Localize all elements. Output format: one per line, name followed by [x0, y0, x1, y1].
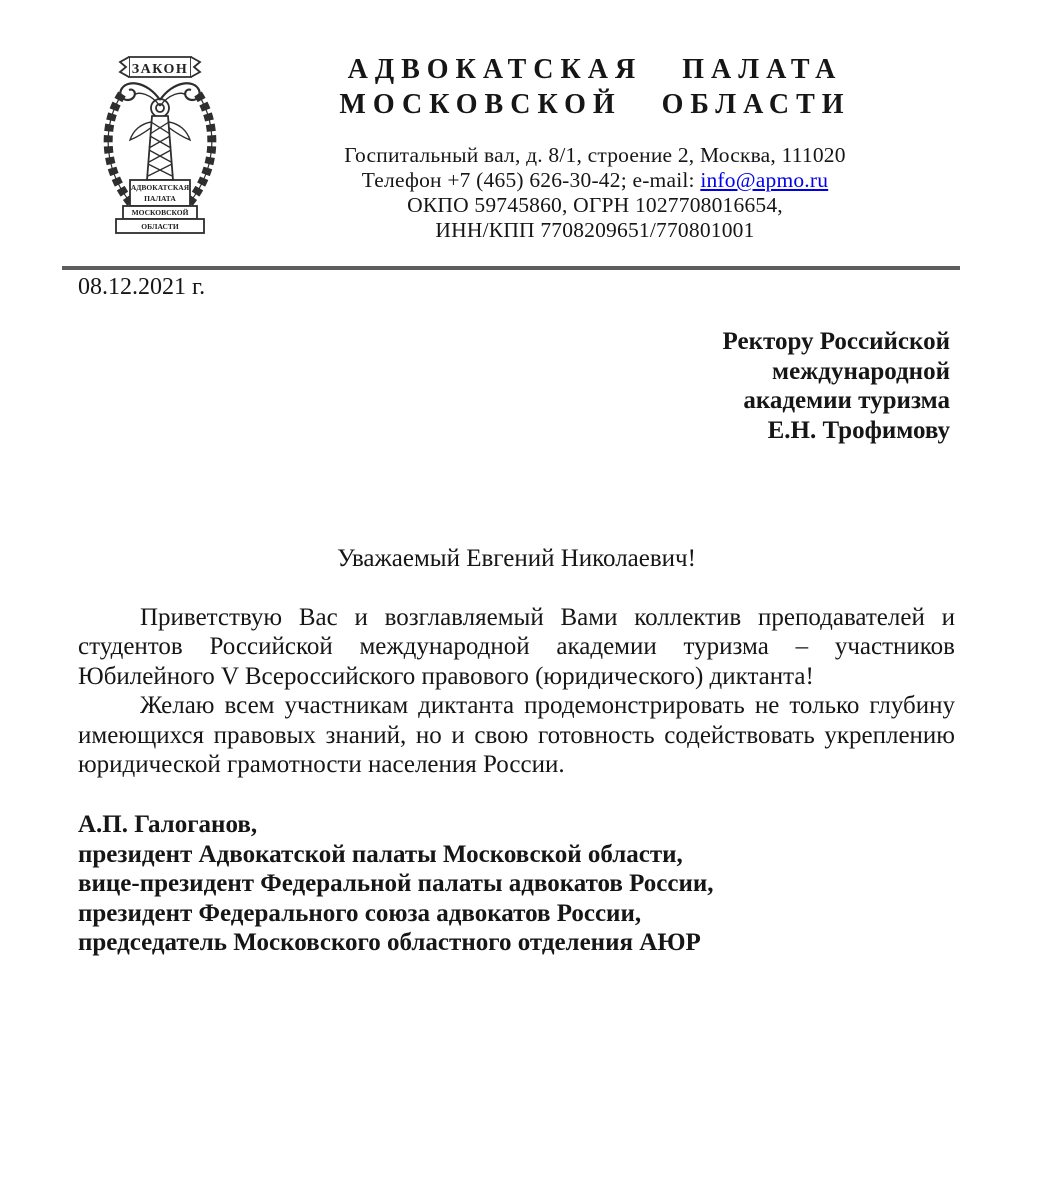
body-paragraph-1: Приветствую Вас и возглавляемый Вами коллектив преподавателей и студентов Российской международной академии туризма – участников Юбилейного V Всероссийского правового (юридического) диктанта! — [78, 604, 955, 690]
registry-line-1: ОКПО 59745860, ОГРН 1027708016654, — [407, 193, 783, 217]
org-name-line-2: МОСКОВСКОЙ ОБЛАСТИ — [339, 89, 851, 120]
logo-pedestal-line-3: МОСКОВСКОЙ — [131, 208, 189, 217]
signature-title-1: президент Адвокатской палаты Московской области, — [78, 840, 683, 868]
body-paragraph-2: Желаю всем участникам диктанта продемонстрировать не только глубину имеющихся правовых знаний, но и свою готовность содействовать укреплению юридической грамотности населения России. — [78, 692, 955, 779]
signature-title-4: председатель Московского областного отделения АЮР — [78, 929, 701, 956]
address-line: Госпитальный вал, д. 8/1, строение 2, Москва, 111020 — [344, 143, 846, 167]
email-link[interactable]: info@apmo.ru — [700, 168, 829, 192]
apmo-law-emblem-logo — [85, 50, 235, 242]
org-name-line-1: АДВОКАТСКАЯ ПАЛАТА — [347, 54, 843, 85]
letter-date: 08.12.2021 г. — [78, 274, 206, 300]
recipient-line-3: академии туризма — [743, 387, 950, 414]
salutation: Уважаемый Евгений Николаевич! — [337, 545, 696, 572]
logo-banner-text: ЗАКОН — [131, 62, 189, 77]
law-column-wreath-icon — [85, 50, 235, 242]
signature-title-3: президент Федерального союза адвокатов России, — [78, 899, 642, 927]
recipient-line-1: Ректору Российской — [722, 328, 950, 355]
signature-title-2: вице-президент Федеральной палаты адвокатов России, — [78, 870, 714, 897]
letterhead-divider-rule — [62, 266, 960, 270]
phone-email-line — [245, 168, 945, 193]
recipient-line-2: международной — [772, 357, 950, 385]
logo-pedestal-line-4: ОБЛАСТИ — [141, 222, 179, 231]
signature-block — [78, 810, 714, 958]
letterhead — [245, 52, 945, 243]
signature-name: А.П. Галоганов, — [78, 811, 258, 838]
logo-pedestal-line-2: ПАЛАТА — [144, 194, 176, 203]
logo-pedestal-line-1: АДВОКАТСКАЯ — [130, 183, 190, 192]
recipient-line-4: Е.Н. Трофимову — [767, 416, 950, 444]
contact-block — [245, 143, 945, 243]
registry-line-2: ИНН/КПП 7708209651/770801001 — [435, 218, 755, 242]
letter-body — [78, 603, 955, 779]
phone-text: Телефон +7 (465) 626-30-42; e-mail: — [361, 168, 701, 192]
recipient-block — [723, 327, 950, 445]
